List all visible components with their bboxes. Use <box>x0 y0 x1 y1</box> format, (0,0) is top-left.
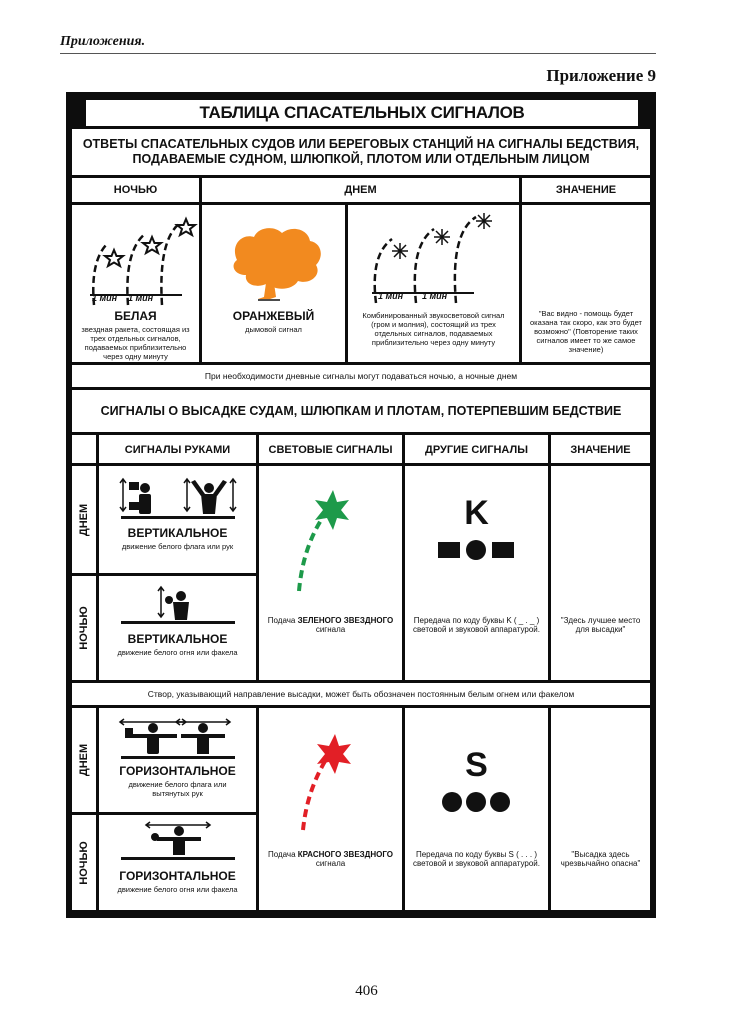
orange-smoke-label: ОРАНЖЕВЫЙ <box>232 309 315 323</box>
interval-label: 1 мин <box>128 293 154 303</box>
smoke-cloud-icon <box>202 205 345 305</box>
code-k-cell <box>405 466 548 680</box>
table-title-cell <box>86 100 638 126</box>
corner-cell <box>72 435 96 463</box>
col-meaning2-header: ЗНАЧЕНИЕ <box>551 435 650 463</box>
section1-meaning: "Вас видно - помощь будет оказана так скоро, как это будет возможно" (Повторение таких сигналов имеет то же самое значение) <box>529 309 642 354</box>
running-title: Приложения. <box>60 34 146 49</box>
vertical-day-desc: движение белого флага или рук <box>121 542 234 551</box>
section1-note-cell <box>72 365 650 387</box>
vertical-night-hand-cell <box>99 576 256 680</box>
letter-s: S <box>465 746 488 784</box>
col-night-header: НОЧЬЮ <box>72 178 199 202</box>
horizontal-day-desc: движение белого флага или вытянутых рук <box>128 780 227 798</box>
row-label-night-2: НОЧЬЮ <box>72 815 96 910</box>
vertical-meaning-cell <box>551 466 650 680</box>
horizontal-night-desc: движение белого огня или факела <box>117 885 238 894</box>
white-star-desc: звездная ракета, состоящая из трех отдельных сигналов, подаваемых приблизительно через одну минуту <box>81 325 190 361</box>
section2-heading-cell <box>72 390 650 432</box>
vertical-meaning: "Здесь лучшее место для высадки" <box>560 616 641 634</box>
row-label-day-2: ДНЕМ <box>72 708 96 812</box>
red-star-icon <box>259 708 402 838</box>
torch-horizontal-figure-icon <box>99 815 256 863</box>
mid-note: Створ, указывающий направление высадки, может быть обозначен постоянным белым огнем или факелом <box>147 689 575 699</box>
green-star-light-cell <box>259 466 402 680</box>
section1-meaning-cell <box>522 205 650 362</box>
code-k-desc: Передача по коду буквы K ( _ . _ ) световой и звуковой аппаратурой. <box>413 616 540 634</box>
morse-k-icon <box>405 536 548 576</box>
horizontal-day-hand-cell <box>99 708 256 812</box>
vertical-night-desc: движение белого огня или факела <box>117 648 238 657</box>
vertical-day-hand-cell <box>99 466 256 573</box>
appendix-label: Приложение 9 <box>546 66 656 85</box>
col-day-header: ДНЕМ <box>202 178 519 202</box>
interval-label: 1 мин <box>378 291 404 301</box>
col-hand-header: СИГНАЛЫ РУКАМИ <box>99 435 256 463</box>
morse-s-icon <box>405 788 548 818</box>
sound-light-signal-cell <box>348 205 519 362</box>
row-label-day-1: ДНЕМ <box>72 466 96 573</box>
table-title: ТАБЛИЦА СПАСАТЕЛЬНЫХ СИГНАЛОВ <box>199 103 525 122</box>
interval-label: 1 мин <box>92 293 118 303</box>
rescue-signals-table <box>66 92 656 918</box>
page-number: 406 <box>355 983 378 999</box>
header-rule <box>60 53 656 54</box>
green-star-desc: Подача ЗЕЛЕНОГО ЗВЕЗДНОГО сигнала <box>267 616 394 634</box>
flag-horizontal-figures-icon <box>99 708 256 763</box>
sound-light-desc: Комбинированный звукосветовой сигнал (гром и молния), состоящий из трех отдельных сигналов, подаваемых приблизительно через одну минуту <box>362 311 505 347</box>
white-star-rocket-cell <box>72 205 199 362</box>
section1-heading: ОТВЕТЫ СПАСАТЕЛЬНЫХ СУДОВ ИЛИ БЕРЕГОВЫХ СТАНЦИЙ НА СИГНАЛЫ БЕДСТВИЯ, ПОДАВАЕМЫЕ СУДНОМ, ШЛЮПКОЙ, ПЛОТОМ ИЛИ ОТДЕЛЬНЫМ ЛИЦОМ <box>82 137 640 166</box>
letter-k: K <box>464 494 489 532</box>
horizontal-day-label: ГОРИЗОНТАЛЬНОЕ <box>119 764 236 778</box>
white-star-label: БЕЛАЯ <box>114 309 157 323</box>
vertical-day-label: ВЕРТИКАЛЬНОЕ <box>127 526 228 540</box>
orange-smoke-cell <box>202 205 345 362</box>
col-other-header: ДРУГИЕ СИГНАЛЫ <box>405 435 548 463</box>
red-star-desc: Подача КРАСНОГО ЗВЕЗДНОГО сигнала <box>267 850 394 868</box>
torch-vertical-figure-icon <box>99 576 256 626</box>
section1-note: При необходимости дневные сигналы могут подаваться ночью, а ночные днем <box>204 371 518 381</box>
orange-smoke-desc: дымовой сигнал <box>245 325 302 334</box>
horizontal-night-label: ГОРИЗОНТАЛЬНОЕ <box>119 869 236 883</box>
flag-vertical-figures-icon <box>99 466 256 526</box>
interval-label: 1 мин <box>422 291 448 301</box>
code-s-cell <box>405 708 548 910</box>
row-label-night-1: НОЧЬЮ <box>72 576 96 680</box>
mid-note-cell <box>72 683 650 705</box>
section2-heading: СИГНАЛЫ О ВЫСАДКЕ СУДАМ, ШЛЮПКАМ И ПЛОТАМ, ПОТЕРПЕВШИМ БЕДСТВИЕ <box>100 404 622 418</box>
section1-heading-cell <box>72 129 650 175</box>
horizontal-night-hand-cell <box>99 815 256 910</box>
col-light-header: СВЕТОВЫЕ СИГНАЛЫ <box>259 435 402 463</box>
col-meaning-header: ЗНАЧЕНИЕ <box>522 178 650 202</box>
vertical-night-label: ВЕРТИКАЛЬНОЕ <box>127 632 228 646</box>
horizontal-meaning: "Высадка здесь чрезвычайно опасна" <box>560 850 641 868</box>
code-s-desc: Передача по коду буквы S ( . . . ) световой и звуковой аппаратурой. <box>413 850 540 868</box>
green-star-icon <box>259 466 402 596</box>
red-star-light-cell <box>259 708 402 910</box>
horizontal-meaning-cell <box>551 708 650 910</box>
